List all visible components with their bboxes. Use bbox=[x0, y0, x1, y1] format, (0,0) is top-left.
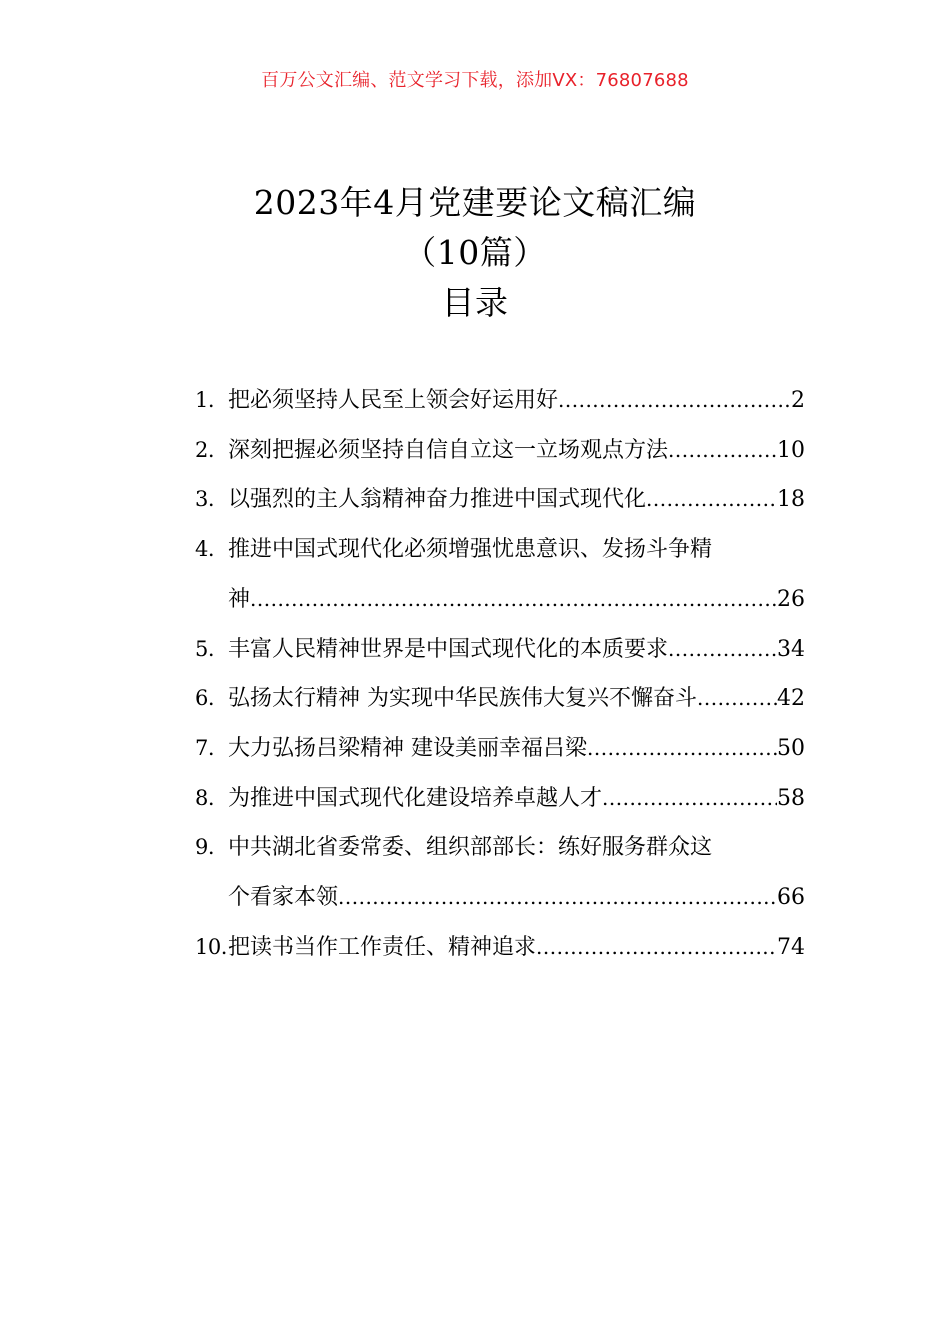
watermark-header: 百万公文汇编、范文学习下载，添加VX：76807688 bbox=[261, 70, 689, 91]
toc-item-number: 1. bbox=[195, 388, 215, 412]
toc-leader-dots bbox=[668, 625, 777, 675]
toc-item-number: 5. bbox=[195, 636, 215, 661]
toc-item-page: 34 bbox=[777, 636, 805, 662]
toc-item-page: 2 bbox=[791, 388, 805, 413]
toc-item-title: 以强烈的主人翁精神奋力推进中国式现代化 bbox=[228, 487, 647, 513]
toc-item-title: 丰富人民精神世界是中国式现代化的本质要求 bbox=[228, 636, 669, 662]
toc-item-8[interactable] bbox=[195, 774, 805, 824]
toc-item-page: 42 bbox=[777, 686, 805, 712]
toc-item-page: 58 bbox=[777, 785, 805, 811]
toc-item-page: 50 bbox=[777, 735, 805, 761]
toc-item-page: 74 bbox=[777, 934, 805, 960]
toc-item-6[interactable] bbox=[195, 674, 805, 724]
toc-item-number: 6. bbox=[195, 686, 215, 711]
toc-item-number: 3. bbox=[195, 487, 215, 512]
toc-leader-dots bbox=[697, 674, 777, 724]
toc-item-title-line1: 中共湖北省委常委、组织部部长：练好服务群众这 bbox=[228, 835, 713, 861]
toc-heading: 目录 bbox=[441, 283, 509, 322]
toc-item-title-line2: 神 bbox=[228, 586, 251, 612]
toc-item-10[interactable] bbox=[195, 923, 805, 973]
toc-item-number: 7. bbox=[195, 735, 215, 760]
toc-item-number: 4. bbox=[195, 537, 215, 562]
toc-item-number: 2. bbox=[195, 437, 215, 462]
toc-item-page: 10 bbox=[777, 437, 805, 463]
toc-item-number: 10. bbox=[195, 934, 227, 959]
toc-item-4[interactable] bbox=[195, 525, 805, 624]
toc-item-number: 9. bbox=[195, 835, 215, 860]
toc-item-title: 深刻把握必须坚持自信自立这一立场观点方法 bbox=[228, 437, 669, 463]
document-title: 2023年4月党建要论文稿汇编 bbox=[253, 183, 697, 222]
toc-item-number: 8. bbox=[195, 785, 215, 810]
toc-item-7[interactable] bbox=[195, 724, 805, 774]
toc-item-title-line2: 个看家本领 bbox=[228, 885, 339, 911]
toc-item-title: 大力弘扬吕梁精神 建设美丽幸福吕梁 bbox=[228, 735, 587, 761]
toc-leader-dots bbox=[558, 376, 791, 426]
toc-item-title: 把读书当作工作责任、精神追求 bbox=[228, 934, 537, 960]
toc-leader-dots bbox=[668, 426, 777, 476]
toc-leader-dots bbox=[536, 923, 777, 973]
toc-item-page: 26 bbox=[777, 586, 805, 612]
toc-item-title: 弘扬太行精神 为实现中华民族伟大复兴不懈奋斗 bbox=[228, 686, 697, 712]
toc-leader-dots bbox=[338, 873, 777, 923]
toc-item-page: 18 bbox=[777, 487, 805, 513]
toc-leader-dots bbox=[602, 774, 777, 824]
document-title-block bbox=[0, 178, 950, 328]
toc-item-9[interactable] bbox=[195, 823, 805, 922]
document-subtitle-count: （10篇） bbox=[403, 233, 547, 272]
toc-item-5[interactable] bbox=[195, 625, 805, 675]
toc-leader-dots bbox=[646, 475, 777, 525]
toc-leader-dots bbox=[250, 575, 777, 625]
toc-item-2[interactable] bbox=[195, 426, 805, 476]
toc-item-title: 为推进中国式现代化建设培养卓越人才 bbox=[228, 785, 603, 811]
toc-item-3[interactable] bbox=[195, 475, 805, 525]
toc-item-title-line1: 推进中国式现代化必须增强忧患意识、发扬斗争精 bbox=[228, 537, 713, 563]
toc-item-1[interactable] bbox=[195, 376, 805, 426]
toc-item-title: 把必须坚持人民至上领会好运用好 bbox=[228, 388, 559, 413]
table-of-contents bbox=[195, 376, 805, 972]
toc-item-page: 66 bbox=[777, 885, 805, 911]
toc-leader-dots bbox=[587, 724, 777, 774]
